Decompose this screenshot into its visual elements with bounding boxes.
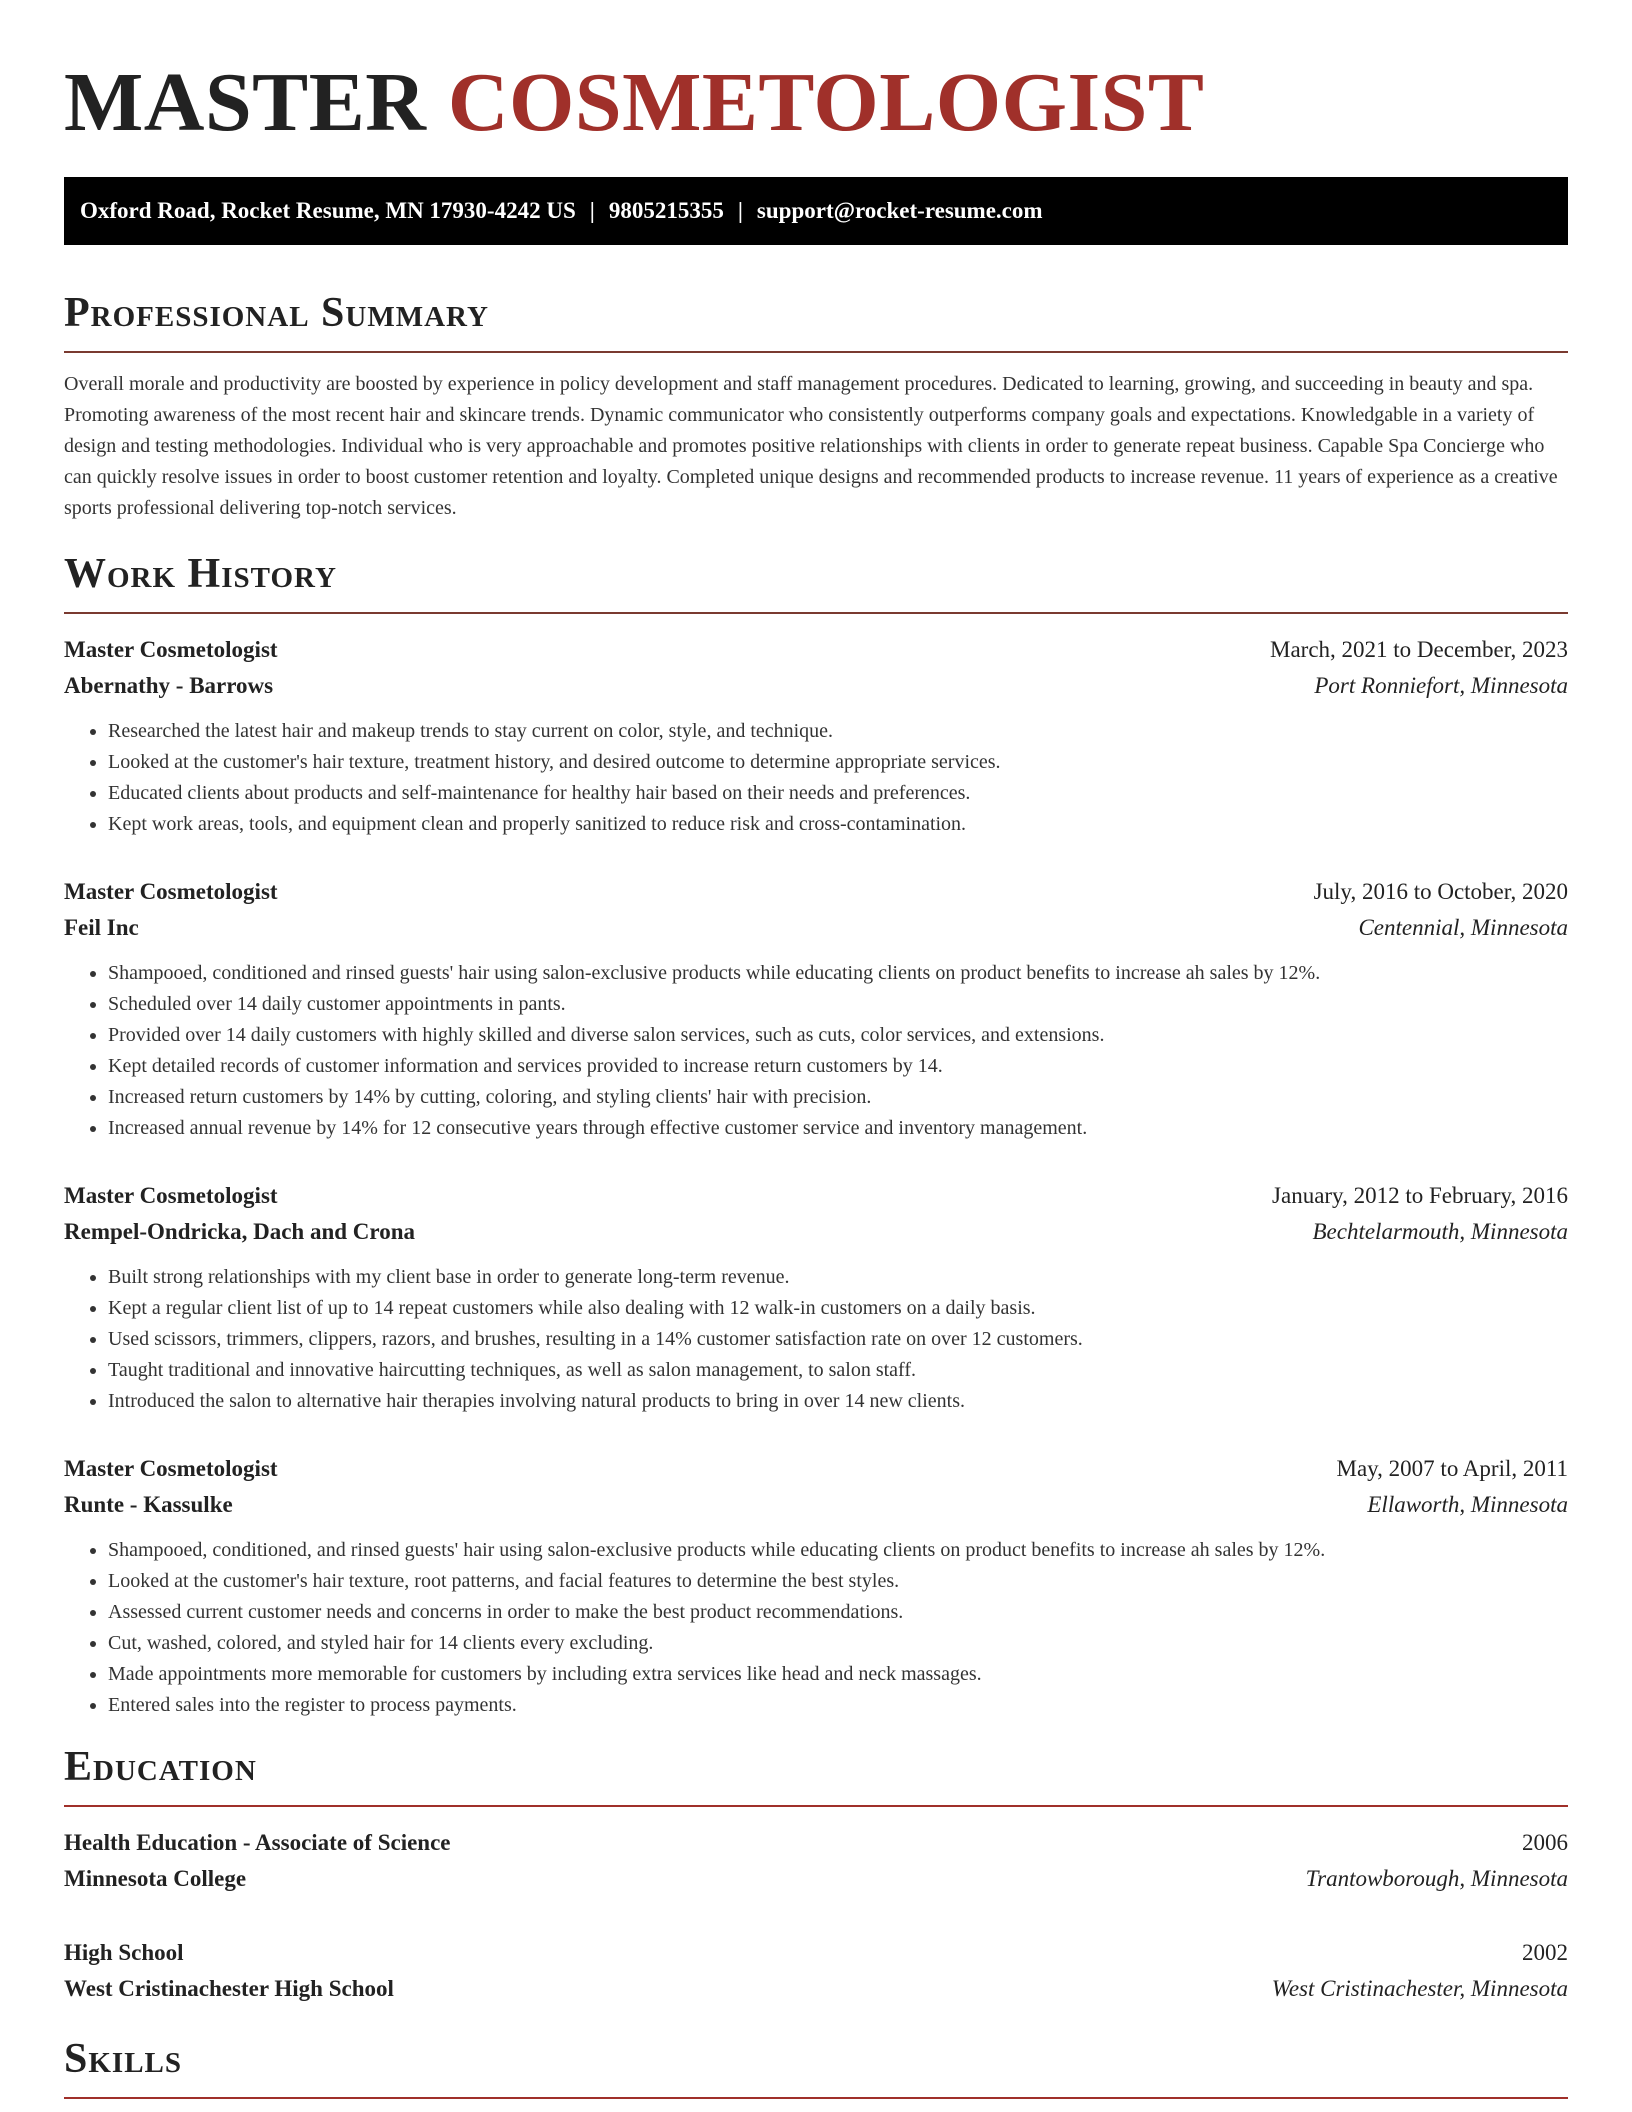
section-divider xyxy=(64,351,1568,353)
education-location: Trantowborough, Minnesota xyxy=(1305,1866,1568,1891)
job-dates: January, 2012 to February, 2016 xyxy=(1272,1183,1568,1208)
education-school: West Cristinachester High School xyxy=(64,1976,394,2001)
job-dates: May, 2007 to April, 2011 xyxy=(1336,1456,1568,1481)
contact-email: support@rocket-resume.com xyxy=(756,198,1043,223)
name-first: MASTER xyxy=(64,56,427,149)
job-location: Port Ronniefort, Minnesota xyxy=(1314,673,1568,698)
job-bullet: • Introduced the salon to alternative hair therapies involving natural products to bring in over 14 new clients. xyxy=(108,1386,1568,1417)
job-bullet: • Looked at the customer's hair texture, root patterns, and facial features to determine the best styles. xyxy=(108,1566,1568,1597)
job-bullet: • Increased annual revenue by 14% for 12 consecutive years through effective customer service and inventory management. xyxy=(108,1113,1568,1144)
work-history-heading: Work History xyxy=(64,551,337,597)
job-bullet: • Kept detailed records of customer information and services provided to increase return customers by 14. xyxy=(108,1051,1568,1082)
job-bullet: • Built strong relationships with my client base in order to generate long-term revenue. xyxy=(108,1262,1568,1293)
job-dates: March, 2021 to December, 2023 xyxy=(1270,637,1568,662)
summary-section xyxy=(64,289,1568,524)
resume-name xyxy=(64,55,1568,151)
job-bullet: • Entered sales into the register to process payments. xyxy=(108,1690,1568,1721)
job-bullet: • Shampooed, conditioned and rinsed guests' hair using salon-exclusive products while educating clients on product benefits to increase ah sales by 12%. xyxy=(108,958,1568,989)
job-entry xyxy=(64,632,1568,840)
job-dates: July, 2016 to October, 2020 xyxy=(1313,879,1568,904)
job-title: Master Cosmetologist xyxy=(64,1183,278,1208)
job-bullet: • Used scissors, trimmers, clippers, razors, and brushes, resulting in a 14% customer satisfaction rate on over 12 customers. xyxy=(108,1324,1568,1355)
education-entry xyxy=(64,1825,1568,1897)
job-bullets xyxy=(64,1535,1568,1721)
work-history-section xyxy=(64,550,1568,1721)
job-bullet: • Shampooed, conditioned, and rinsed guests' hair using salon-exclusive products while educating clients on product benefits to increase ah sales by 12%. xyxy=(108,1535,1568,1566)
name-last: COSMETOLOGIST xyxy=(447,56,1205,149)
education-year: 2006 xyxy=(1522,1830,1568,1855)
job-location: Bechtelarmouth, Minnesota xyxy=(1312,1219,1568,1244)
job-location: Centennial, Minnesota xyxy=(1358,915,1568,940)
job-bullets xyxy=(64,958,1568,1144)
contact-separator: | xyxy=(737,198,743,223)
job-bullet: • Made appointments more memorable for customers by including extra services like head and neck massages. xyxy=(108,1659,1568,1690)
education-year: 2002 xyxy=(1522,1940,1568,1965)
job-bullet: • Looked at the customer's hair texture, treatment history, and desired outcome to determine appropriate services. xyxy=(108,747,1568,778)
contact-address: Oxford Road, Rocket Resume, MN 17930-4242 US xyxy=(80,198,576,223)
education-degree: High School xyxy=(64,1940,184,1965)
job-location: Ellaworth, Minnesota xyxy=(1367,1492,1568,1517)
education-school: Minnesota College xyxy=(64,1866,247,1891)
job-title: Master Cosmetologist xyxy=(64,637,278,662)
job-bullet: • Assessed current customer needs and concerns in order to make the best product recommendations. xyxy=(108,1597,1568,1628)
job-bullet: • Provided over 14 daily customers with highly skilled and diverse salon services, such as cuts, color services, and extensions. xyxy=(108,1020,1568,1051)
section-divider xyxy=(64,612,1568,614)
education-section xyxy=(64,1743,1568,2007)
contact-bar xyxy=(64,177,1568,245)
contact-phone: 9805215355 xyxy=(608,198,724,223)
job-bullet: • Scheduled over 14 daily customer appointments in pants. xyxy=(108,989,1568,1020)
summary-text: Overall morale and productivity are boosted by experience in policy development and staff management procedures. Dedicated to learning, growing, and succeeding in beauty and spa. Promoting awareness of the most recent hair and skincare trends. Dynamic communicator who consistently outperforms company goals and expectations. Knowledgable in a variety of design and testing methodologies. Individual who is very approachable and promotes positive relationships with clients in order to generate repeat business. Capable Spa Concierge who can quickly resolve issues in order to boost customer retention and loyalty. Completed unique designs and recommended products to increase revenue. 11 years of experience as a creative sports professional delivering top-notch services. xyxy=(64,373,1558,519)
job-company: Runte - Kassulke xyxy=(64,1492,233,1517)
job-bullets xyxy=(64,1262,1568,1417)
job-bullet: • Cut, washed, colored, and styled hair for 14 clients every excluding. xyxy=(108,1628,1568,1659)
contact-separator: | xyxy=(589,198,595,223)
job-bullet: • Taught traditional and innovative haircutting techniques, as well as salon management, to salon staff. xyxy=(108,1355,1568,1386)
job-bullet: • Researched the latest hair and makeup trends to stay current on color, style, and technique. xyxy=(108,716,1568,747)
job-entry xyxy=(64,874,1568,1144)
summary-heading: Professional Summary xyxy=(64,290,489,336)
section-divider xyxy=(64,2097,1568,2099)
skills-section xyxy=(64,2035,1568,2099)
job-entry xyxy=(64,1451,1568,1721)
education-heading: Education xyxy=(64,1744,257,1790)
job-company: Rempel-Ondricka, Dach and Crona xyxy=(64,1219,415,1244)
education-degree: Health Education - Associate of Science xyxy=(64,1830,451,1855)
job-company: Feil Inc xyxy=(64,915,139,940)
job-title: Master Cosmetologist xyxy=(64,879,278,904)
job-bullet: • Increased return customers by 14% by cutting, coloring, and styling clients' hair with precision. xyxy=(108,1082,1568,1113)
job-bullet: • Educated clients about products and self-maintenance for healthy hair based on their needs and preferences. xyxy=(108,778,1568,809)
job-company: Abernathy - Barrows xyxy=(64,673,274,698)
skills-heading: Skills xyxy=(64,2036,183,2082)
job-bullet: • Kept work areas, tools, and equipment clean and properly sanitized to reduce risk and cross-contamination. xyxy=(108,809,1568,840)
job-entry xyxy=(64,1178,1568,1417)
job-bullet: • Kept a regular client list of up to 14 repeat customers while also dealing with 12 walk-in customers on a daily basis. xyxy=(108,1293,1568,1324)
education-location: West Cristinachester, Minnesota xyxy=(1271,1976,1568,2001)
education-entry xyxy=(64,1935,1568,2007)
job-title: Master Cosmetologist xyxy=(64,1456,278,1481)
section-divider xyxy=(64,1805,1568,1807)
job-bullets xyxy=(64,716,1568,840)
